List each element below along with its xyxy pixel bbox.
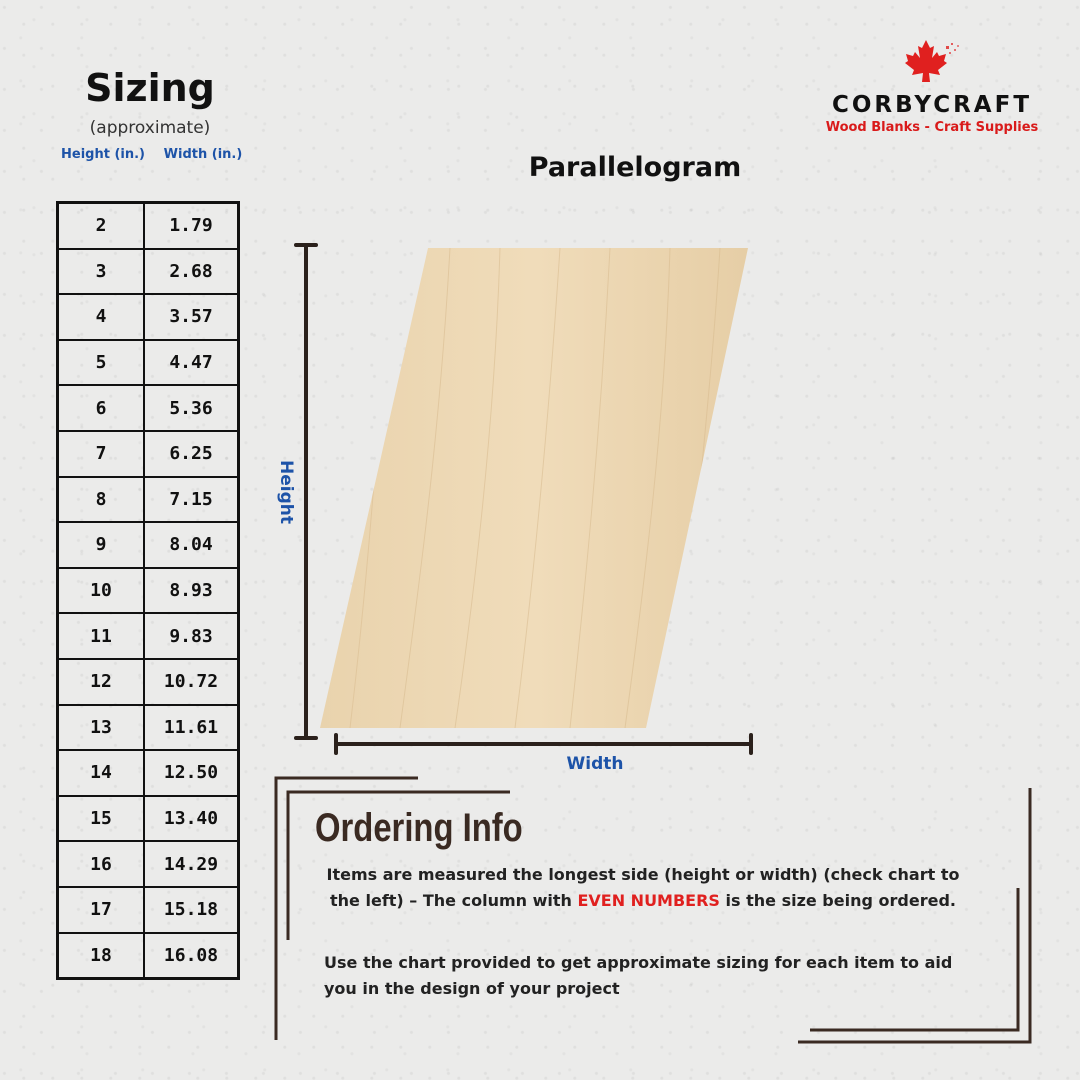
width-cell: 8.04 bbox=[144, 522, 239, 568]
height-cell: 18 bbox=[58, 933, 145, 979]
width-cell: 8.93 bbox=[144, 568, 239, 614]
table-row bbox=[58, 294, 239, 340]
column-header-width: Width (in.) bbox=[163, 147, 243, 162]
height-cell: 4 bbox=[58, 294, 145, 340]
brand-name: CORBYCRAFT bbox=[831, 92, 1033, 118]
width-cell: 1.79 bbox=[144, 203, 239, 249]
sizing-subtitle: (approximate) bbox=[89, 118, 211, 138]
table-row bbox=[58, 522, 239, 568]
width-cell: 15.18 bbox=[144, 887, 239, 933]
table-row bbox=[58, 933, 239, 979]
table-row bbox=[58, 249, 239, 295]
parallelogram-diagram bbox=[270, 230, 770, 760]
width-cell: 9.83 bbox=[144, 613, 239, 659]
table-row bbox=[58, 841, 239, 887]
ordering-info-title: Ordering Info bbox=[315, 806, 523, 850]
table-row bbox=[58, 887, 239, 933]
width-cell: 7.15 bbox=[144, 477, 239, 523]
size-table-body bbox=[58, 203, 239, 979]
maple-leaf-icon bbox=[902, 40, 962, 84]
ordering-info-paragraph-2: Use the chart provided to get approximate sizing for each item to aid you in the design of your project bbox=[324, 953, 953, 998]
sizing-title: Sizing bbox=[85, 66, 215, 110]
height-cell: 8 bbox=[58, 477, 145, 523]
shape-title: Parallelogram bbox=[528, 152, 742, 183]
width-dimension-line bbox=[336, 735, 751, 753]
table-row bbox=[58, 568, 239, 614]
brand-logo bbox=[822, 40, 1042, 135]
table-row bbox=[58, 796, 239, 842]
wood-parallelogram bbox=[320, 248, 748, 728]
width-cell: 5.36 bbox=[144, 385, 239, 431]
height-cell: 11 bbox=[58, 613, 145, 659]
table-row bbox=[58, 613, 239, 659]
brand-tagline: Wood Blanks - Craft Supplies bbox=[825, 120, 1039, 135]
ordering-info-paragraph-1 bbox=[318, 862, 968, 914]
width-cell: 3.57 bbox=[144, 294, 239, 340]
width-cell: 13.40 bbox=[144, 796, 239, 842]
width-cell: 2.68 bbox=[144, 249, 239, 295]
size-table bbox=[56, 201, 240, 980]
table-row bbox=[58, 385, 239, 431]
width-label: Width bbox=[566, 754, 624, 774]
height-cell: 13 bbox=[58, 705, 145, 751]
even-numbers-highlight: EVEN NUMBERS bbox=[577, 891, 720, 910]
height-cell: 14 bbox=[58, 750, 145, 796]
column-header-height: Height (in.) bbox=[61, 147, 145, 162]
height-label: Height bbox=[276, 460, 296, 524]
table-row bbox=[58, 203, 239, 249]
height-cell: 5 bbox=[58, 340, 145, 386]
height-cell: 7 bbox=[58, 431, 145, 477]
table-row bbox=[58, 750, 239, 796]
height-cell: 12 bbox=[58, 659, 145, 705]
width-cell: 4.47 bbox=[144, 340, 239, 386]
table-row bbox=[58, 340, 239, 386]
height-dimension-line bbox=[296, 245, 316, 738]
height-cell: 15 bbox=[58, 796, 145, 842]
height-cell: 6 bbox=[58, 385, 145, 431]
table-row bbox=[58, 705, 239, 751]
table-row bbox=[58, 431, 239, 477]
ordering-text-before: Items are measured the longest side (height or width) (check chart to the left) – The column with bbox=[326, 865, 960, 910]
table-row bbox=[58, 477, 239, 523]
height-cell: 10 bbox=[58, 568, 145, 614]
width-cell: 16.08 bbox=[144, 933, 239, 979]
height-cell: 3 bbox=[58, 249, 145, 295]
table-row bbox=[58, 659, 239, 705]
height-cell: 16 bbox=[58, 841, 145, 887]
width-cell: 6.25 bbox=[144, 431, 239, 477]
height-cell: 17 bbox=[58, 887, 145, 933]
width-cell: 14.29 bbox=[144, 841, 239, 887]
width-cell: 11.61 bbox=[144, 705, 239, 751]
width-cell: 12.50 bbox=[144, 750, 239, 796]
width-cell: 10.72 bbox=[144, 659, 239, 705]
height-cell: 2 bbox=[58, 203, 145, 249]
height-cell: 9 bbox=[58, 522, 145, 568]
ordering-text-after: is the size being ordered. bbox=[719, 891, 956, 910]
